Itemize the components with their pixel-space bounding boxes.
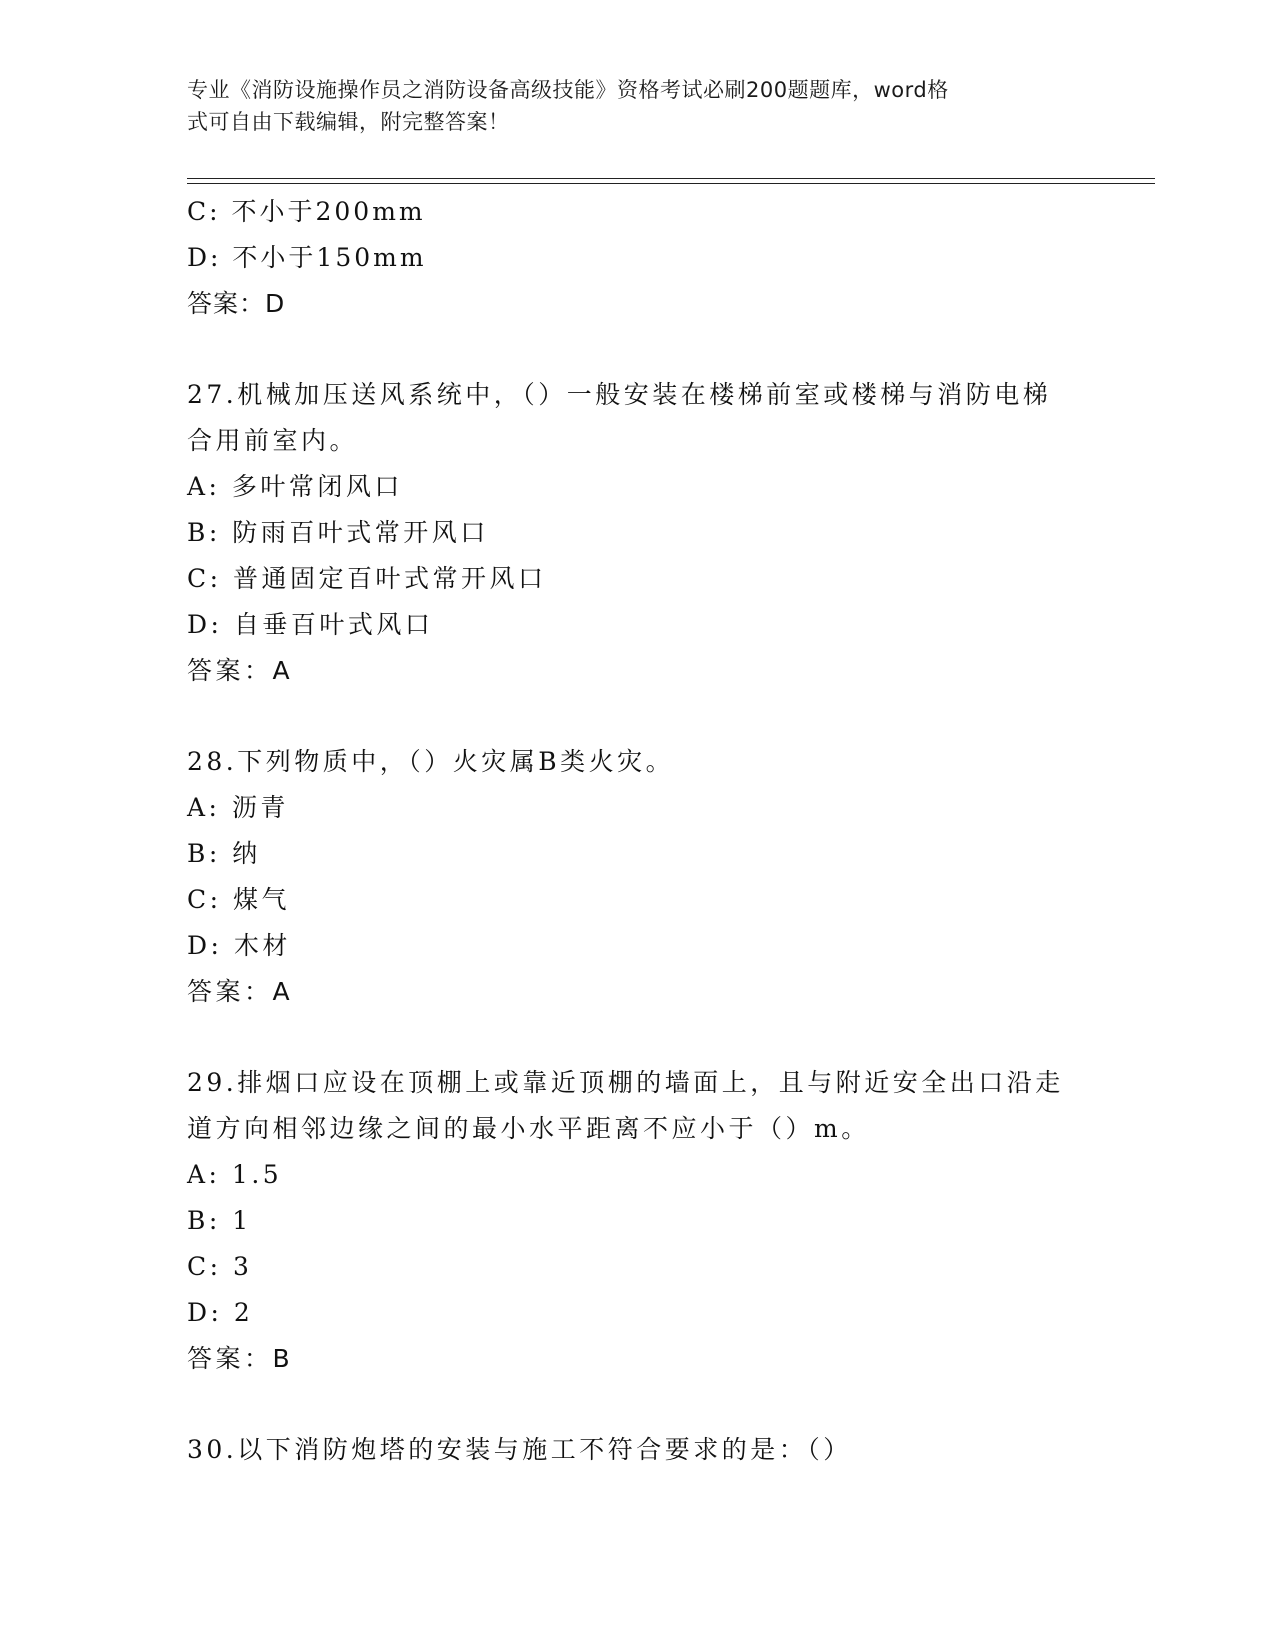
option-b: B: 1 (187, 1206, 252, 1235)
spacer (187, 1015, 1087, 1060)
spacer (187, 327, 1087, 372)
question-text-line-1: 30.以下消防炮塔的安装与施工不符合要求的是：（） (187, 1435, 852, 1464)
option-c: C: 3 (187, 1252, 253, 1281)
option-a: A: 1.5 (187, 1160, 283, 1189)
option-c: C: 煤气 (187, 885, 290, 914)
answer-line: 答案：B (187, 1344, 294, 1373)
answer-line: 答案：D (187, 289, 286, 318)
option-d: D: 木材 (187, 931, 291, 960)
document-body (187, 189, 1087, 1473)
question-28 (187, 739, 1087, 1015)
option-c: C: 不小于200mm (187, 197, 426, 226)
question-27 (187, 372, 1087, 694)
option-c: C: 普通固定百叶式常开风口 (187, 564, 547, 593)
question-text-line-1: 27.机械加压送风系统中，（）一般安装在楼梯前室或楼梯与消防电梯 (187, 380, 1052, 409)
option-a: A: 沥青 (187, 793, 289, 822)
question-text-line-2: 合用前室内。 (187, 426, 359, 455)
question-text-line-2: 道方向相邻边缘之间的最小水平距离不应小于（）m。 (187, 1114, 870, 1143)
spacer (187, 694, 1087, 739)
option-b: B: 纳 (187, 839, 261, 868)
header-line-1: 专业《消防设施操作员之消防设备高级技能》资格考试必刷200题题库，word格 (187, 78, 949, 102)
question-text-line-1: 28.下列物质中，（）火灾属B类火灾。 (187, 747, 675, 776)
spacer (187, 1382, 1087, 1427)
answer-line: 答案：A (187, 656, 294, 685)
header-line-2: 式可自由下载编辑，附完整答案！ (187, 110, 510, 134)
header-rule-top (187, 178, 1155, 179)
option-a: A: 多叶常闭风口 (187, 472, 403, 501)
question-30 (187, 1427, 1087, 1473)
document-header (187, 74, 1087, 138)
answer-line: 答案：A (187, 977, 294, 1006)
option-d: D: 不小于150mm (187, 243, 427, 272)
option-d: D: 2 (187, 1298, 254, 1327)
previous-question-tail (187, 189, 1087, 327)
header-rule-bottom (187, 183, 1155, 184)
option-d: D: 自垂百叶式风口 (187, 610, 434, 639)
option-b: B: 防雨百叶式常开风口 (187, 518, 489, 547)
question-29 (187, 1060, 1087, 1382)
question-text-line-1: 29.排烟口应设在顶棚上或靠近顶棚的墙面上，且与附近安全出口沿走 (187, 1068, 1064, 1097)
